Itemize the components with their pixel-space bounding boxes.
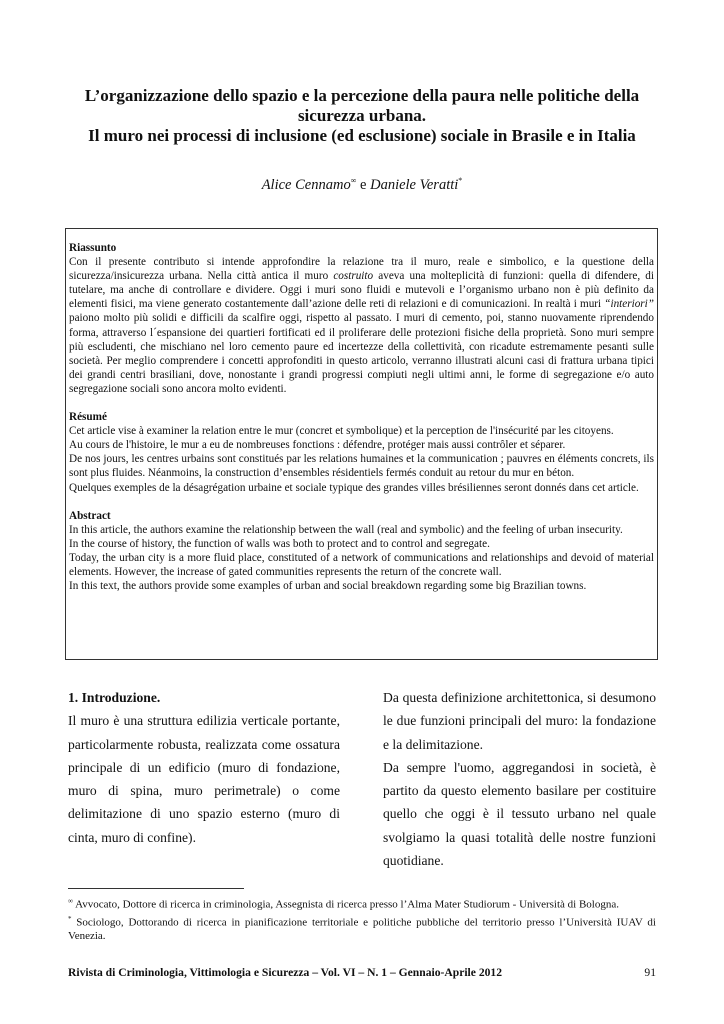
emphasis-text: costruito [333, 270, 374, 283]
riassunto-text: Con il presente contributo si intende approfondire la relazione tra il muro, reale e simbolico, e la questione della sicurezza/insicurezza urbana. Nella città antica il muro costruito aveva una molteplicità di funzioni: quella di difendere, di tutelare, ma anche di controllare e dividere. Oggi i muri sono fluidi e mutevoli e l’organismo urbano non è più definito da elementi fisici, ma viene generato costantemente dall’azione delle reti di relazioni e di comunicazioni. In realtà i muri “interiori” paiono molto più solidi e difficili da scalfire oggi, rispetto al passato. I muri di cemento, poi, stanno nuovamente riprendendo forma, attraverso l´espansione dei quartieri fortificati ed il proliferare delle protezioni fisiche della proprietà. Sono muri sempre più escludenti, che mischiano nel loro cemento paure ed incertezze della collettività, con ricadute estremamente pesanti sulle società. Per meglio comprendere i concetti approfonditi in questo articolo, verranno illustrati alcuni casi di frattura urbana tipici dei grandi centri brasiliani, dove, nonostante i grandi progressi compiuti negli ultimi anni, le forme di segregazione e/o auto segregazione sociali sono ancora molto evidenti. [69, 256, 654, 395]
resume-heading: Résumé [69, 411, 107, 424]
body-column-left [68, 686, 340, 849]
title-line-2: sicurezza urbana. [297, 106, 427, 125]
footnote-mark: ∞ [68, 897, 73, 905]
abstract-section [69, 509, 654, 594]
author-conjunction: e [360, 176, 367, 193]
title-line-3: Il muro nei processi di inclusione (ed esclusione) sociale in Brasile e in Italia [88, 126, 636, 145]
journal-citation: Rivista di Criminologia, Vittimologia e Sicurezza – Vol. VI – N. 1 – Gennaio-Aprile 2012 [68, 966, 503, 979]
page-number: 91 [644, 966, 656, 979]
abstract-box [65, 228, 658, 660]
resume-line: De nos jours, les centres urbains sont constitués par les relations humaines et la communication ; pauvres en éléments concrets, ils sont plus fluides. Néanmoins, la construction d’ensembles résidentiels fermés conduit au retour du mur en béton. [69, 453, 654, 480]
riassunto-section [69, 241, 654, 396]
body-paragraph: Il muro è una struttura edilizia verticale portante, particolarmente robusta, realizzata come ossatura principale di un edificio (muro di fondazione, muro di spina, muro perimetrale) o come delimitazione di uno spazio esterno (muro di cinta, muro di confine). [68, 713, 340, 845]
riassunto-heading: Riassunto [69, 242, 117, 254]
footnote-separator [68, 888, 244, 889]
resume-line: Au cours de l'histoire, le mur a eu de nombreuses fonctions : défendre, protéger mais aussi contrôler et séparer. [69, 439, 566, 452]
author-footnote-mark: * [458, 176, 463, 185]
abstract-line: Today, the urban city is a more fluid place, constituted of a network of communications and relationships and devoid of material elements. However, the increase of gated communities represents the return of the concrete wall. [69, 551, 654, 578]
body-paragraph: Da questa definizione architettonica, si desumono le due funzioni principali del muro: la fondazione e la delimitazione. [383, 690, 656, 752]
article-title [60, 86, 664, 146]
resume-line: Quelques exemples de la désagrégation urbaine et sociale typique des grandes villes brésiliennes seront donnés dans cet article. [69, 481, 639, 494]
emphasis-text: “interiori” [604, 298, 654, 311]
footnote: ∞ Avvocato, Dottore di ricerca in criminologia, Assegnista di ricerca presso l’Alma Mater Studiorum - Università di Bologna. [68, 897, 619, 911]
resume-line: Cet article vise à examiner la relation entre le mur (concret et symbolique) et la perception de l'insécurité par les citoyens. [69, 425, 614, 438]
footnote: * Sociologo, Dottorando di ricerca in pianificazione territoriale e politiche pubbliche del territorio presso l’Università IUAV di Venezia. [68, 914, 656, 943]
resume-section [69, 410, 654, 495]
section-heading: 1. Introduzione. [68, 690, 161, 705]
title-line-1: L’organizzazione dello spazio e la percezione della paura nelle politiche della [84, 86, 640, 105]
body-paragraph: Da sempre l'uomo, aggregandosi in società, è partito da questo elemento basilare per costituire quello che oggi è il tessuto urbano nel quale svolgiamo la quasi totalità delle nostre funzioni quotidiane. [383, 759, 656, 869]
footnotes [68, 894, 656, 943]
body-column-right [383, 686, 656, 872]
abstract-line: In the course of history, the function of walls was both to protect and to control and segregate. [69, 537, 490, 550]
author-line [60, 176, 664, 194]
abstract-line: In this article, the authors examine the relationship between the wall (real and symbolic) and the feeling of urban insecurity. [69, 523, 623, 536]
author-name: Alice Cennamo [261, 176, 351, 193]
abstract-line: In this text, the authors provide some examples of urban and social breakdown regarding some big Brazilian towns. [69, 580, 587, 593]
author-name: Daniele Veratti [370, 176, 459, 193]
abstract-heading: Abstract [69, 509, 111, 522]
author-footnote-mark: ∞ [350, 176, 357, 185]
page-footer [68, 966, 656, 979]
footnote-mark: * [68, 914, 72, 923]
